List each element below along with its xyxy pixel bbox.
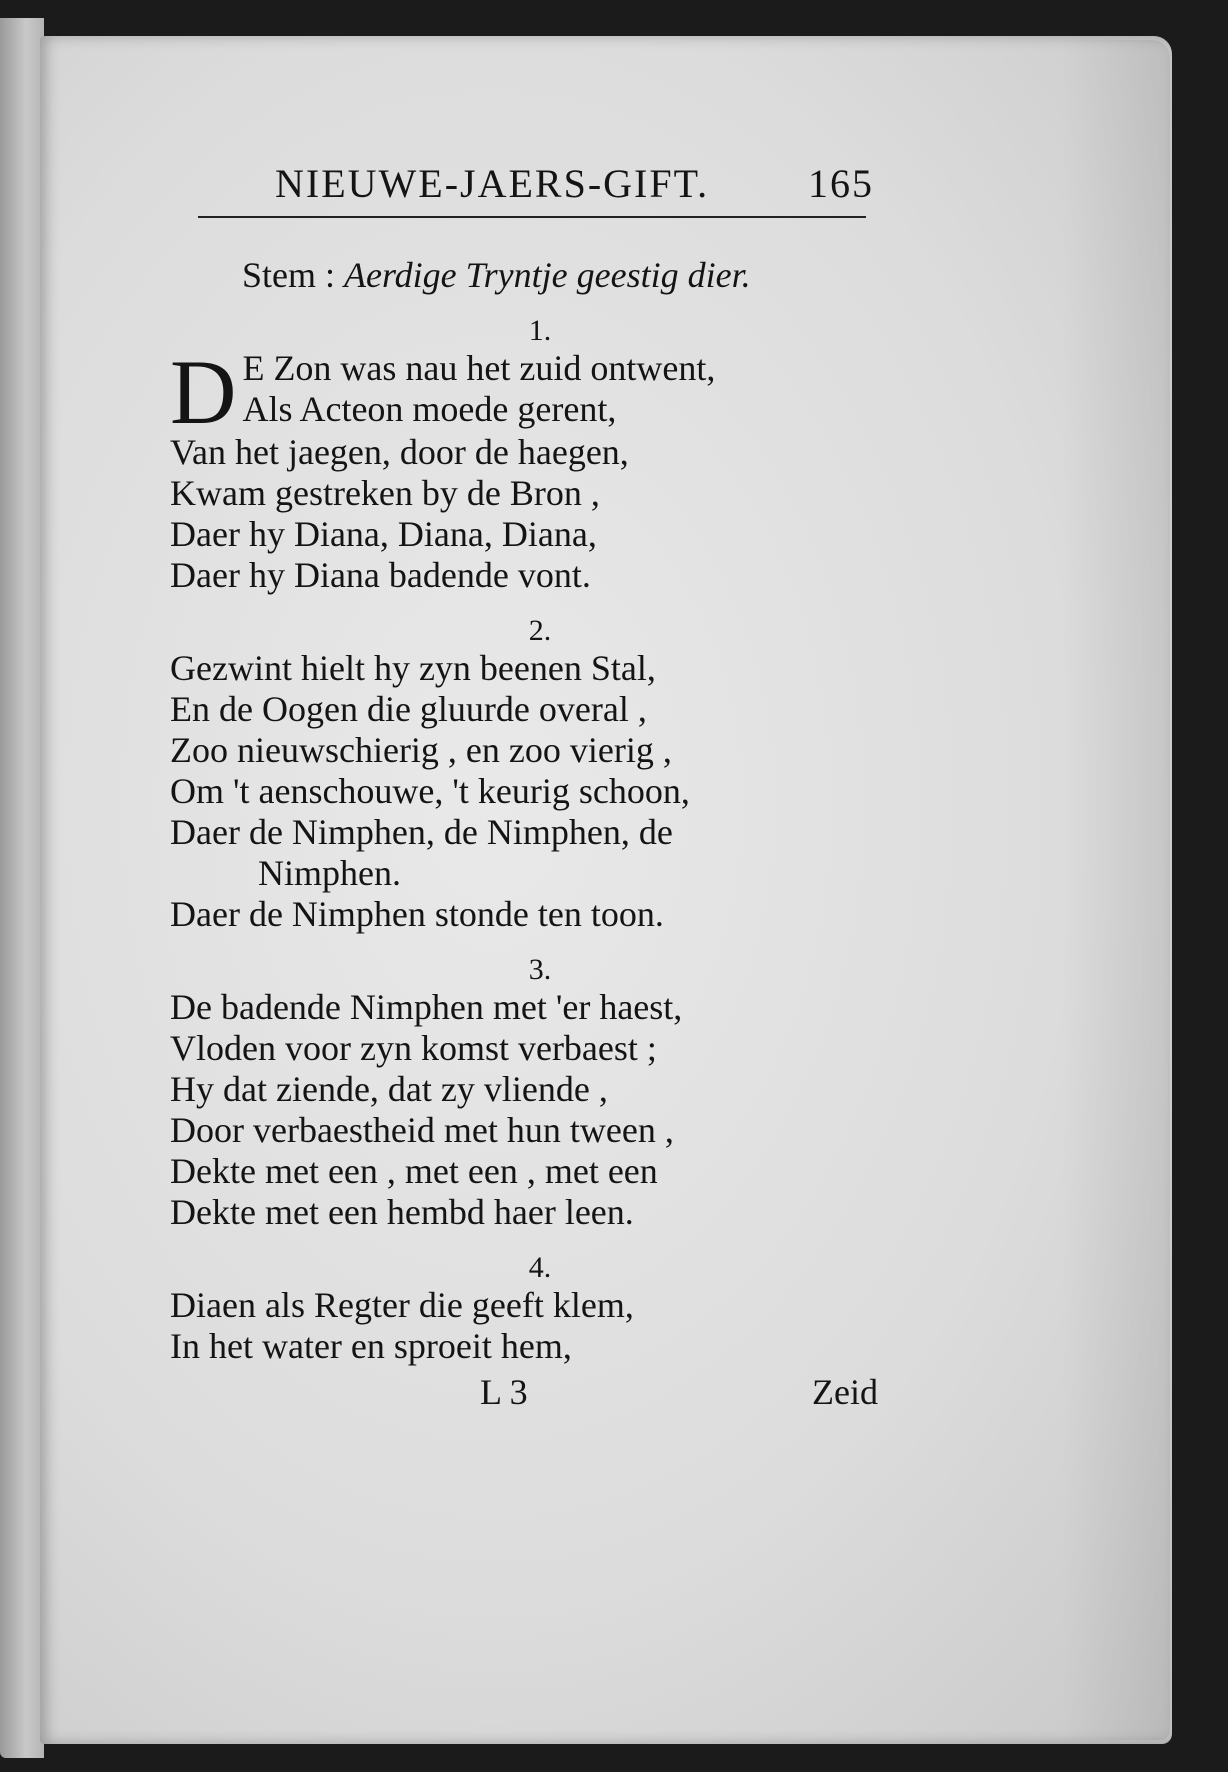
verse-line: E Zon was nau het zuid ontwent,	[242, 348, 716, 388]
verse-line: Daer de Nimphen, de Nimphen, de	[170, 812, 673, 852]
stem-label: Stem :	[242, 255, 336, 295]
verse-line: Daer de Nimphen stonde ten toon.	[170, 894, 664, 934]
verse-line: Diaen als Regter die geeft klem,	[170, 1285, 634, 1325]
stanza-1	[170, 341, 870, 596]
stanza-number: 4.	[528, 1251, 552, 1284]
running-title: NIEUWE-JAERS-GIFT.	[275, 161, 710, 206]
verse-line: En de Oogen die gluurde overal ,	[170, 689, 647, 729]
verse-line: Als Acteon moede gerent,	[242, 389, 617, 429]
verse-line: Zoo nieuwschierig , en zoo vierig ,	[170, 730, 672, 770]
verse-line: Hy dat ziende, dat zy vliende ,	[170, 1069, 608, 1109]
previous-page-edge	[0, 18, 44, 1758]
verse-line: In het water en sproeit hem,	[170, 1326, 572, 1366]
stanza-number: 3.	[528, 953, 552, 986]
page-footer	[170, 1371, 878, 1417]
verse-line: Daer hy Diana, Diana, Diana,	[170, 514, 597, 554]
stanza-number: 1.	[528, 314, 552, 347]
verse-line: Daer hy Diana badende vont.	[170, 555, 591, 595]
stanza-number: 2.	[528, 614, 552, 647]
stem-tune: Aerdige Tryntje geestig dier.	[344, 255, 751, 295]
catchword: Zeid	[812, 1372, 878, 1412]
signature-mark: L 3	[480, 1372, 528, 1412]
header-rule	[198, 216, 866, 218]
page-content	[170, 150, 878, 1417]
drop-cap: D	[170, 341, 237, 443]
verse-line: Door verbaestheid met hun tween ,	[170, 1110, 674, 1150]
verse-line: Gezwint hielt hy zyn beenen Stal,	[170, 648, 656, 688]
running-head	[170, 150, 874, 216]
stanza-2	[170, 648, 870, 935]
verse-line: Dekte met een hembd haer leen.	[170, 1192, 634, 1232]
stanza-4	[170, 1285, 870, 1367]
verse-line: De badende Nimphen met 'er haest,	[170, 987, 683, 1027]
verse-line: Om 't aenschouwe, 't keurig schoon,	[170, 771, 690, 811]
verse-line: Dekte met een , met een , met een	[170, 1151, 658, 1191]
verse-line: Nimphen.	[258, 853, 401, 893]
tune-indication	[242, 254, 870, 296]
verse-line: Vloden voor zyn komst verbaest ;	[170, 1028, 657, 1068]
page-shadow	[1060, 40, 1170, 1740]
stanza-3	[170, 987, 870, 1233]
verse-line: Kwam gestreken by de Bron ,	[170, 473, 600, 513]
verse-line: Van het jaegen, door de haegen,	[170, 432, 629, 472]
page-number: 165	[808, 161, 874, 206]
